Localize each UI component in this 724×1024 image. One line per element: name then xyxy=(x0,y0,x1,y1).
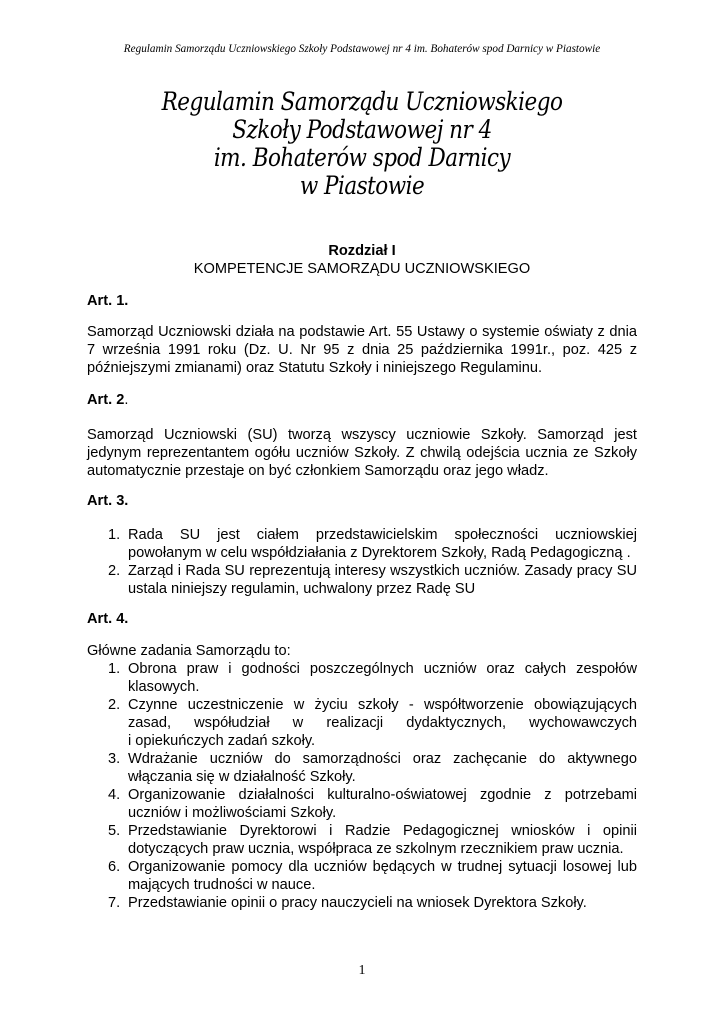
list-item-number: 6. xyxy=(108,859,121,875)
article-heading-text: Art. 2 xyxy=(87,392,125,408)
list-item-number: 1. xyxy=(108,527,121,543)
chapter-label: Rozdział I xyxy=(328,243,396,259)
article-list xyxy=(87,526,637,598)
list-item-line: Organizowanie pomocy dla uczniów będących w trudnej sytuacji losowej lub xyxy=(128,859,637,875)
list-item-number: 2. xyxy=(108,563,121,579)
paragraph-line: późniejszymi zmianami) oraz Statutu Szkoły i niniejszego Regulaminu. xyxy=(87,360,543,376)
chapter-name: KOMPETENCJE SAMORZĄDU UCZNIOWSKIEGO xyxy=(193,261,531,277)
paragraph-line: Samorząd Uczniowski działa na podstawie Art. 55 Ustawy o systemie oświaty z dnia xyxy=(87,324,637,340)
list-item-line: Zarząd i Rada SU reprezentują interesy wszystkich uczniów. Zasady pracy SU xyxy=(128,563,637,579)
paragraph-line: Samorząd Uczniowski (SU) tworzą wszyscy uczniowie Szkoły. Samorząd jest xyxy=(87,427,637,443)
paragraph-line: Główne zadania Samorządu to: xyxy=(87,643,291,659)
list-item-line: mających trudności w nauce. xyxy=(128,877,316,893)
list-item-number: 7. xyxy=(108,895,121,911)
list-item-line: Przedstawianie Dyrektorowi i Radzie Pedagogicznej wniosków i opinii xyxy=(128,823,637,839)
title-line: Regulamin Samorządu Uczniowskiego xyxy=(161,87,563,116)
list-item xyxy=(87,858,637,894)
chapter-heading xyxy=(0,242,724,278)
list-item-line: powołanym w celu współdziałania z Dyrektorem Szkoły, Radą Pedagogiczną . xyxy=(128,545,631,561)
list-item-number: 4. xyxy=(108,787,121,803)
title-line: w Piastowie xyxy=(299,171,425,200)
paragraph-line: jedynym reprezentantem ogółu uczniów Szkoły. Z chwilą odejścia ucznia ze Szkoły xyxy=(87,445,637,461)
article-heading-period: . xyxy=(124,392,129,408)
article-heading: Art. 3. xyxy=(87,493,129,509)
article-paragraph xyxy=(87,426,637,480)
article-list xyxy=(87,660,637,912)
article-intro xyxy=(87,642,637,660)
list-item-line: i opiekuńczych zadań szkoły. xyxy=(128,733,316,749)
list-item-number: 2. xyxy=(108,697,121,713)
paragraph-line: 7 września 1991 roku (Dz. U. Nr 95 z dnia 25 października 1991r., poz. 425 z xyxy=(87,342,637,358)
list-item-number: 1. xyxy=(108,661,121,677)
list-item xyxy=(87,696,637,750)
list-item-line: ustala niniejszy regulamin, uchwalony przez Radę SU xyxy=(128,581,476,597)
list-item-line: Obrona praw i godności poszczególnych uczniów oraz całych zespołów xyxy=(128,661,637,677)
list-item xyxy=(87,822,637,858)
document-title xyxy=(51,88,674,200)
list-item-number: 5. xyxy=(108,823,121,839)
list-item-line: Czynne uczestniczenie w życiu szkoły - współtworzenie obowiązujących xyxy=(128,697,637,713)
list-item-line: Wdrażanie uczniów do samorządności oraz zachęcanie do aktywnego xyxy=(128,751,637,767)
article-heading: Art. 4. xyxy=(87,611,129,627)
list-item-line: dotyczących praw ucznia, współpraca ze szkolnym rzecznikiem praw ucznia. xyxy=(128,841,624,857)
article-heading: Art. 1. xyxy=(87,293,129,309)
list-item xyxy=(87,562,637,598)
list-item-line: Rada SU jest ciałem przedstawicielskim społeczności uczniowskiej xyxy=(128,527,637,543)
paragraph-line: automatycznie przestaje on być członkiem Samorządu oraz jego władz. xyxy=(87,463,549,479)
article-heading xyxy=(87,391,128,409)
list-item-line: Przedstawianie opinii o pracy nauczycieli na wniosek Dyrektora Szkoły. xyxy=(128,895,587,911)
page-number: 1 xyxy=(358,963,366,978)
article-paragraph xyxy=(87,323,637,377)
list-item-line: Organizowanie działalności kulturalno-oświatowej zgodnie z potrzebami xyxy=(128,787,637,803)
list-item xyxy=(87,786,637,822)
title-line: im. Bohaterów spod Darnicy xyxy=(213,143,511,172)
running-header: Regulamin Samorządu Uczniowskiego Szkoły Podstawowej nr 4 im. Bohaterów spod Darnicy w Piastowie xyxy=(123,43,601,55)
list-item-line: klasowych. xyxy=(128,679,200,695)
list-item-line: uczniów i możliwościami Szkoły. xyxy=(128,805,337,821)
title-line: Szkoły Podstawowej nr 4 xyxy=(232,115,492,144)
list-item xyxy=(87,750,637,786)
list-item xyxy=(87,660,637,696)
list-item-line: zasad, współudział w realizacji dydaktycznych, wychowawczych xyxy=(128,715,637,731)
list-item xyxy=(87,894,637,912)
list-item xyxy=(87,526,637,562)
list-item-number: 3. xyxy=(108,751,121,767)
list-item-line: włączania się w działalność Szkoły. xyxy=(128,769,356,785)
